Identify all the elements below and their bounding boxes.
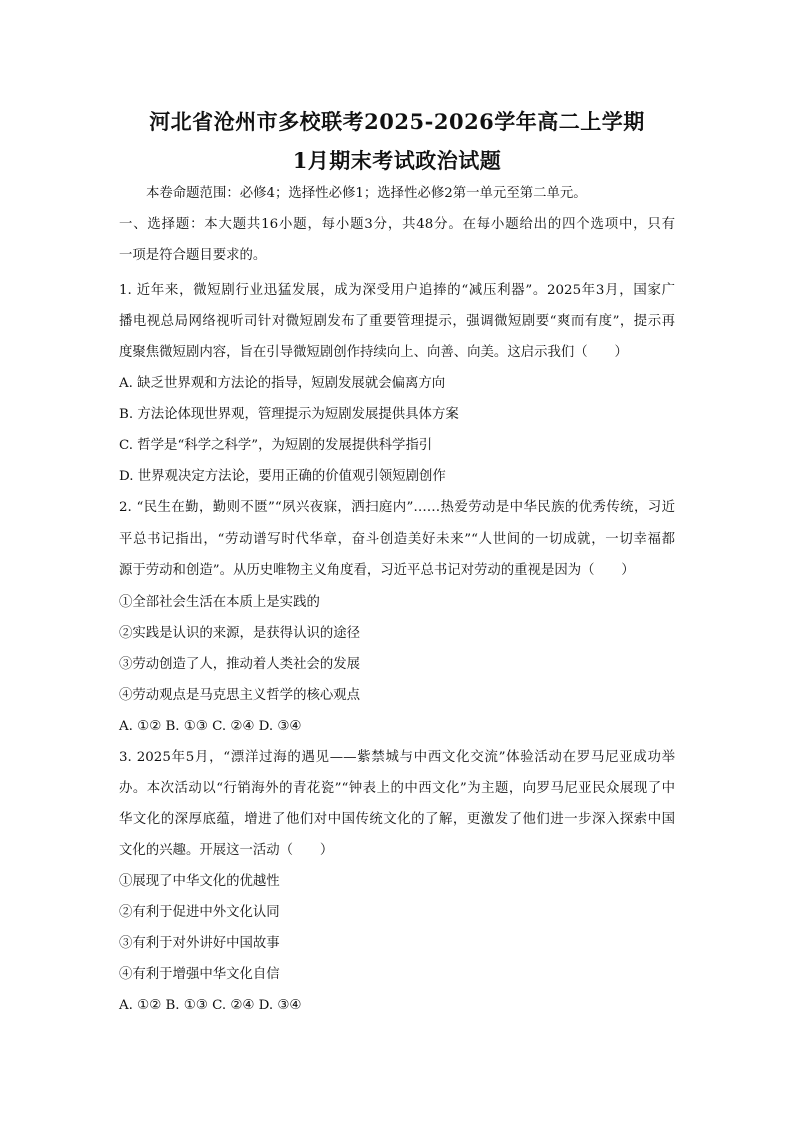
- q3-stem-line3: 华文化的深厚底蕴，增进了他们对中国传统文化的了解，更激发了他们进一步深入探索中国: [119, 812, 675, 827]
- q1-stem-line3: 度聚焦微短剧内容，旨在引导微短剧创作持续向上、向善、向美。这启示我们（ ）: [119, 345, 628, 360]
- q2-statement-1: ①全部社会生活在本质上是实践的: [119, 595, 320, 610]
- q3-statement-2: ②有利于促进中外文化认同: [119, 905, 280, 920]
- section-heading-line1: 一、选择题：本大题共16小题，每小题3分，共48分。在每小题给出的四个选项中，只有: [119, 217, 675, 232]
- q1-option-c: C. 哲学是“科学之科学”，为短剧的发展提供科学指引: [119, 438, 433, 453]
- q2-statement-4: ④劳动观点是马克思主义哲学的核心观点: [119, 688, 361, 703]
- q2-stem-line3: 源于劳动和创造”。从历史唯物主义角度看，习近平总书记对劳动的重视是因为（ ）: [119, 563, 635, 578]
- q3-statement-4: ④有利于增强中华文化自信: [119, 967, 280, 982]
- exam-title-line1: 河北省沧州市多校联考2025-2026学年高二上学期: [149, 109, 645, 134]
- q1-option-b: B. 方法论体现世界观，管理提示为短剧发展提供具体方案: [119, 407, 459, 422]
- q2-stem-line1: 2. “民生在勤，勤则不匮”“夙兴夜寐，洒扫庭内”……热爱劳动是中华民族的优秀传统，习近: [119, 500, 675, 515]
- q2-answer-choices: A. ①② B. ①③ C. ②④ D. ③④: [119, 719, 302, 734]
- q2-stem-line2: 平总书记指出，“劳动谱写时代华章，奋斗创造美好未来”“人世间的一切成就，一切幸福都: [119, 532, 675, 547]
- section-heading-line2: 一项是符合题目要求的。: [119, 248, 267, 263]
- q3-stem-line2: 办。本次活动以“行销海外的青花瓷”“钟表上的中西文化”为主题，向罗马尼亚民众展现了中: [119, 781, 675, 796]
- q3-stem-line1: 3. 2025年5月，“漂洋过海的遇见——紫禁城与中西文化交流”体验活动在罗马尼亚成功举: [119, 750, 675, 765]
- q2-statement-2: ②实践是认识的来源，是获得认识的途径: [119, 626, 361, 641]
- q1-option-a: A. 缺乏世界观和方法论的指导，短剧发展就会偏离方向: [119, 376, 446, 391]
- scope-note: 本卷命题范围：必修4；选择性必修1；选择性必修2第一单元至第二单元。: [146, 186, 587, 201]
- q1-stem-line2: 播电视总局网络视听司针对微短剧发布了重要管理提示，强调微短剧要“爽而有度”，提示再: [119, 314, 675, 329]
- q3-statement-3: ③有利于对外讲好中国故事: [119, 936, 280, 951]
- exam-title-line2: 1月期末考试政治试题: [292, 148, 502, 173]
- q1-option-d: D. 世界观决定方法论，要用正确的价值观引领短剧创作: [119, 469, 446, 484]
- q1-stem-line1: 1. 近年来，微短剧行业迅猛发展，成为深受用户追捧的“减压利器”。2025年3月，国家广: [119, 283, 675, 298]
- q3-stem-line4: 文化的兴趣。开展这一活动（ ）: [119, 843, 334, 858]
- q3-statement-1: ①展现了中华文化的优越性: [119, 874, 280, 889]
- q3-answer-choices: A. ①② B. ①③ C. ②④ D. ③④: [119, 998, 302, 1013]
- q2-statement-3: ③劳动创造了人，推动着人类社会的发展: [119, 657, 361, 672]
